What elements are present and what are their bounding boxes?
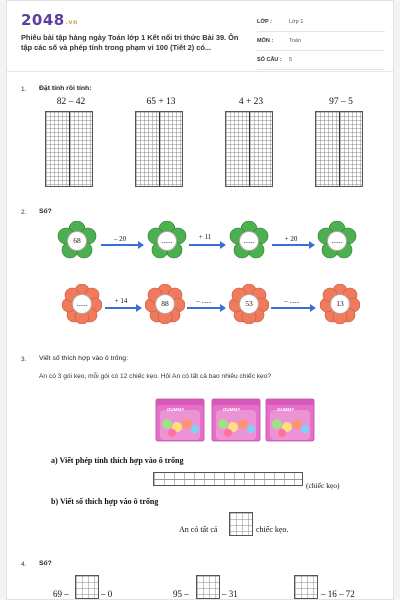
equation-right: – 31 bbox=[222, 589, 238, 599]
meta-row-class bbox=[257, 15, 385, 32]
equation-left: 95 – bbox=[173, 589, 189, 599]
answer-box[interactable] bbox=[229, 512, 253, 536]
arrow-icon bbox=[105, 307, 137, 309]
worksheet-page bbox=[6, 0, 394, 600]
equation-right: – 16 – 72 bbox=[321, 589, 355, 599]
meta-label: LỚP : bbox=[257, 19, 272, 25]
orange-flower bbox=[229, 284, 269, 324]
work-grid[interactable] bbox=[225, 111, 273, 187]
meta-table bbox=[257, 15, 385, 72]
answer-box[interactable] bbox=[196, 575, 220, 599]
question-title: Đặt tính rồi tính: bbox=[39, 85, 92, 92]
answer-sentence-start: An có tất cả bbox=[179, 525, 218, 534]
orange-flower[interactable] bbox=[62, 284, 102, 324]
unit-label: (chiếc kẹo) bbox=[306, 481, 340, 490]
logo-text: 2048 bbox=[21, 11, 65, 29]
meta-value: Toán bbox=[289, 38, 301, 44]
expression: 97 – 5 bbox=[329, 97, 353, 107]
flower-value: 68 bbox=[67, 231, 87, 251]
question-number: 4. bbox=[21, 561, 27, 568]
arrow-icon bbox=[101, 244, 139, 246]
work-grid[interactable] bbox=[45, 111, 93, 187]
flower-value: 88 bbox=[155, 294, 175, 314]
work-grid[interactable] bbox=[315, 111, 363, 187]
part-b-label: b) Viết số thích hợp vào ô trống bbox=[51, 497, 159, 506]
calculation-answer-row[interactable] bbox=[153, 472, 303, 486]
flower-blank[interactable]: ...... bbox=[157, 231, 177, 251]
meta-label: MÔN : bbox=[257, 38, 274, 44]
flower-blank[interactable]: ...... bbox=[72, 294, 92, 314]
operation-label: – 20 bbox=[113, 235, 127, 243]
operation-label: + 11 bbox=[198, 233, 212, 241]
work-grid[interactable] bbox=[135, 111, 183, 187]
meta-row-subject bbox=[257, 34, 385, 51]
meta-row-count bbox=[257, 53, 385, 70]
flower-blank[interactable]: ...... bbox=[327, 231, 347, 251]
orange-flower bbox=[320, 284, 360, 324]
arrow-icon bbox=[272, 244, 310, 246]
question-title: Số? bbox=[39, 208, 52, 215]
meta-value: 5 bbox=[289, 57, 293, 63]
answer-box[interactable] bbox=[75, 575, 99, 599]
operation-label: – ...... bbox=[284, 297, 300, 305]
answer-box[interactable] bbox=[294, 575, 318, 599]
pack-label: GUMMY bbox=[223, 407, 241, 412]
site-logo[interactable] bbox=[21, 11, 78, 29]
arrow-icon bbox=[271, 307, 311, 309]
operation-label: – ...... bbox=[196, 297, 212, 305]
word-problem: An có 3 gói kẹo, mỗi gói có 12 chiếc kẹo. Hỏi An có tất cả bao nhiêu chiếc kẹo? bbox=[39, 373, 272, 380]
equation-right: – 0 bbox=[101, 589, 113, 599]
operation-label: + 14 bbox=[114, 297, 128, 305]
expression: 65 + 13 bbox=[146, 97, 176, 107]
question-number: 3. bbox=[21, 356, 27, 363]
equation-left: 69 – bbox=[53, 589, 69, 599]
worksheet-header bbox=[7, 1, 393, 72]
green-flower[interactable] bbox=[229, 221, 269, 261]
pack-label: GUMMY bbox=[277, 407, 295, 412]
gummy-pack-image bbox=[265, 398, 315, 442]
part-a-label: a) Viết phép tính thích hợp vào ô trống bbox=[51, 456, 184, 465]
flower-value: 53 bbox=[239, 294, 259, 314]
answer-sentence-end: chiếc kẹo. bbox=[256, 525, 289, 534]
meta-label: SỐ CÂU : bbox=[257, 57, 282, 63]
arrow-icon bbox=[187, 307, 221, 309]
expression: 4 + 23 bbox=[238, 97, 264, 107]
pack-label: GUMMY bbox=[167, 407, 185, 412]
question-number: 1. bbox=[21, 86, 27, 93]
meta-value: Lớp 1 bbox=[289, 19, 304, 25]
green-flower[interactable] bbox=[317, 221, 357, 261]
green-flower bbox=[57, 221, 97, 261]
operation-label: + 20 bbox=[284, 235, 298, 243]
flower-value: 13 bbox=[330, 294, 350, 314]
orange-flower bbox=[145, 284, 185, 324]
arrow-icon bbox=[189, 244, 221, 246]
worksheet-title: Phiếu bài tập hàng ngày Toán lớp 1 Kết nối tri thức Bài 39. Ôn tập các số và phép tính trong phạm vi 100 (Tiết 2) có... bbox=[21, 33, 239, 52]
gummy-pack-image bbox=[211, 398, 261, 442]
flower-blank[interactable]: ...... bbox=[239, 231, 259, 251]
gummy-pack-image bbox=[155, 398, 205, 442]
question-title: Viết số thích hợp vào ô trống: bbox=[39, 355, 128, 362]
question-title: Số? bbox=[39, 560, 52, 567]
logo-suffix: .vn bbox=[65, 19, 78, 26]
question-number: 2. bbox=[21, 209, 27, 216]
green-flower[interactable] bbox=[147, 221, 187, 261]
expression: 82 – 42 bbox=[56, 97, 86, 107]
